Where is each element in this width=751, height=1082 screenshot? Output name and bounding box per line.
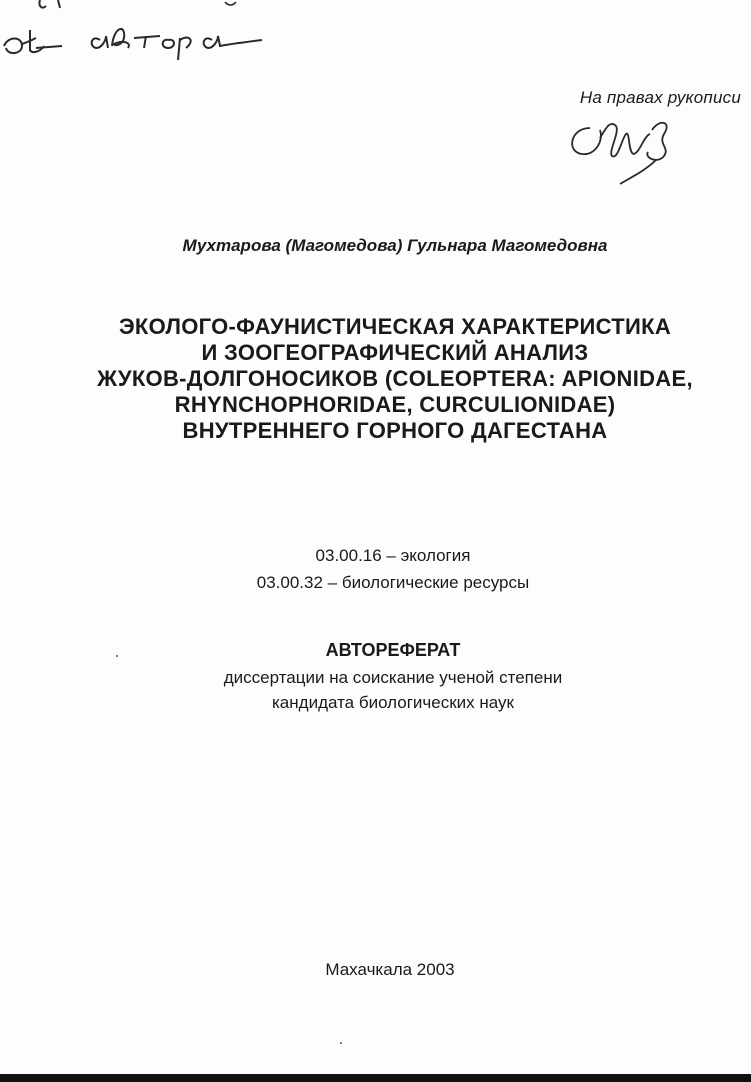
degree-subtitle — [0, 665, 751, 715]
scan-speck — [116, 655, 118, 657]
rights-note: На правах рукописи — [579, 88, 741, 107]
signature-drawing — [560, 108, 700, 192]
subtitle-line: диссертации на соискание ученой степени — [223, 668, 563, 687]
title-line: И ЗООГЕОГРАФИЧЕСКИЙ АНАЛИЗ — [201, 340, 589, 365]
signature — [560, 108, 700, 192]
title-line: RHYNCHOPHORIDAE, CURCULIONIDAE) — [174, 392, 616, 417]
scan-speck — [340, 1042, 342, 1044]
scan-edge — [0, 1074, 751, 1082]
city-year: Махачкала 2003 — [325, 960, 455, 979]
dissertation-title — [0, 314, 751, 444]
handwritten-note-text: от автора — [0, 0, 5, 1]
subtitle-line: кандидата биологических наук — [272, 693, 514, 712]
title-line: ВНУТРЕННЕГО ГОРНОГО ДАГЕСТАНА — [182, 418, 608, 443]
handwritten-note — [0, 0, 300, 80]
specialty-line: 03.00.16 – экология — [315, 546, 471, 565]
handwritten-note-drawing — [0, 0, 300, 80]
document-type: АВТОРЕФЕРАТ — [325, 640, 461, 660]
specialty-line: 03.00.32 – биологические ресурсы — [256, 573, 530, 592]
specialty-codes — [0, 542, 751, 596]
title-line: ЭКОЛОГО-ФАУНИСТИЧЕСКАЯ ХАРАКТЕРИСТИКА — [118, 314, 672, 339]
author-name: Мухтарова (Магомедова) Гульнара Магомедовна — [182, 236, 608, 255]
title-line: ЖУКОВ-ДОЛГОНОСИКОВ (COLEOPTERA: APIONIDAE, — [97, 366, 693, 391]
